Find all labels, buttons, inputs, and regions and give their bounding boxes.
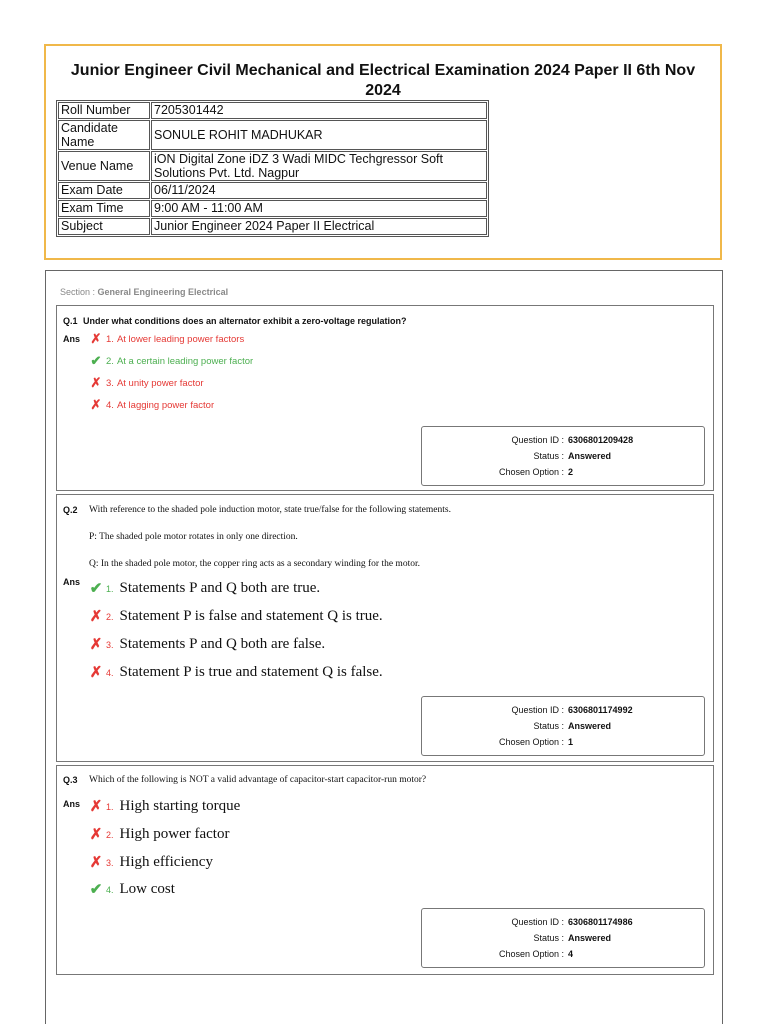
exam-title: Junior Engineer Civil Mechanical and Electrical Examination 2024 Paper II 6th Nov 2024 <box>70 62 696 99</box>
question-id-value: 6306801174986 <box>568 917 633 927</box>
option-2 <box>89 825 229 844</box>
question-info-box <box>421 696 705 756</box>
roll-number-value: 7205301442 <box>151 102 487 119</box>
question-id-label: Question ID : <box>511 917 564 927</box>
candidate-name-label: Candidate Name <box>58 120 150 150</box>
question-id-label: Question ID : <box>511 705 564 715</box>
subject-value: Junior Engineer 2024 Paper II Electrical <box>151 218 487 235</box>
option-4 <box>89 663 383 682</box>
question-id-value: 6306801174992 <box>568 705 633 715</box>
table-row <box>58 151 487 181</box>
question-block-3 <box>56 765 714 975</box>
check-icon: ✔ <box>89 581 103 597</box>
ans-label: Ans <box>63 799 81 809</box>
question-info-box <box>421 908 705 968</box>
option-text: Statements P and Q both are true. <box>119 580 321 596</box>
option-text: High power factor <box>119 826 230 842</box>
option-2 <box>89 607 383 626</box>
section-label <box>60 287 228 297</box>
status-label: Status : <box>533 721 564 731</box>
cross-icon: ✗ <box>89 855 103 871</box>
chosen-option-value: 2 <box>568 467 574 477</box>
option-text: High starting torque <box>119 798 241 814</box>
chosen-option-label: Chosen Option : <box>498 467 564 477</box>
question-id-value: 6306801209428 <box>568 435 634 445</box>
table-row <box>58 200 487 217</box>
exam-time-label: Exam Time <box>58 200 150 217</box>
exam-time-value: 9:00 AM - 11:00 AM <box>151 200 487 217</box>
option-number: 1. <box>106 801 114 812</box>
check-icon: ✔ <box>89 882 103 898</box>
option-number: 4. <box>106 667 114 678</box>
ans-label: Ans <box>63 334 81 344</box>
ans-label: Ans <box>63 577 81 587</box>
table-row <box>58 182 487 199</box>
table-row <box>58 120 487 150</box>
question-number: Q.3 <box>63 775 78 785</box>
option-number: 3. <box>106 639 114 650</box>
chosen-option-label: Chosen Option : <box>498 949 564 959</box>
chosen-option-value: 1 <box>568 737 574 747</box>
option-number: 1. <box>106 333 114 345</box>
option-1 <box>89 797 240 816</box>
option-text: At a certain leading power factor <box>116 355 254 367</box>
cross-icon: ✗ <box>90 331 102 346</box>
option-1 <box>89 579 320 598</box>
option-text: At lagging power factor <box>116 399 215 411</box>
status-label: Status : <box>533 933 564 943</box>
status-value: Answered <box>568 933 612 943</box>
question-info-box <box>421 426 705 486</box>
option-text: Low cost <box>119 881 175 897</box>
cross-icon: ✗ <box>89 827 103 843</box>
option-2 <box>89 353 253 369</box>
venue-name-value: iON Digital Zone iDZ 3 Wadi MIDC Techgressor Soft Solutions Pvt. Ltd. Nagpur <box>151 151 487 181</box>
chosen-option-label: Chosen Option : <box>498 737 564 747</box>
cross-icon: ✗ <box>89 665 103 681</box>
table-row <box>58 218 487 235</box>
option-3 <box>89 853 213 872</box>
option-text: At lower leading power factors <box>116 333 245 345</box>
option-4 <box>89 397 214 413</box>
option-number: 4. <box>106 884 114 895</box>
status-value: Answered <box>568 721 612 731</box>
candidate-info-table <box>56 100 489 237</box>
cross-icon: ✗ <box>89 637 103 653</box>
chosen-option-value: 4 <box>568 949 574 959</box>
option-number: 2. <box>106 611 114 622</box>
subject-label: Subject <box>58 218 150 235</box>
table-row <box>58 102 487 119</box>
option-3 <box>89 635 325 654</box>
question-block-2 <box>56 494 714 762</box>
option-text: Statement P is false and statement Q is true. <box>119 608 383 624</box>
option-text: High efficiency <box>119 854 213 870</box>
roll-number-label: Roll Number <box>58 102 150 119</box>
option-1 <box>89 331 244 347</box>
status-value: Answered <box>568 451 612 461</box>
statement-q: Q: In the shaded pole motor, the copper ring acts as a secondary winding for the motor. <box>89 559 420 569</box>
option-3 <box>89 375 204 391</box>
option-number: 1. <box>106 583 114 594</box>
cross-icon: ✗ <box>89 799 103 815</box>
question-text: With reference to the shaded pole induction motor, state true/false for the following statements. <box>89 505 451 515</box>
option-number: 2. <box>106 829 114 840</box>
option-number: 4. <box>106 399 114 411</box>
candidate-name-value: SONULE ROHIT MADHUKAR <box>151 120 487 150</box>
venue-name-label: Venue Name <box>58 151 150 181</box>
status-label: Status : <box>533 451 564 461</box>
question-block-1 <box>56 305 714 491</box>
question-text: Under what conditions does an alternator exhibit a zero-voltage regulation? <box>83 316 407 326</box>
cross-icon: ✗ <box>90 375 102 390</box>
option-number: 2. <box>106 355 114 367</box>
option-number: 3. <box>106 377 114 389</box>
exam-date-label: Exam Date <box>58 182 150 199</box>
question-number: Q.1 <box>63 316 78 326</box>
question-text: Which of the following is NOT a valid advantage of capacitor-start capacitor-run motor? <box>89 775 427 785</box>
section-prefix: Section : <box>60 287 98 297</box>
option-text: Statements P and Q both are false. <box>119 636 326 652</box>
statement-p: P: The shaded pole motor rotates in only one direction. <box>89 532 298 542</box>
option-text: Statement P is true and statement Q is false. <box>119 664 383 680</box>
cross-icon: ✗ <box>90 397 102 412</box>
cross-icon: ✗ <box>89 609 103 625</box>
exam-date-value: 06/11/2024 <box>151 182 487 199</box>
option-text: At unity power factor <box>116 377 204 389</box>
question-number: Q.2 <box>63 505 78 515</box>
option-number: 3. <box>106 857 114 868</box>
option-4 <box>89 880 175 899</box>
exam-header <box>44 44 722 260</box>
question-paper <box>45 270 723 1024</box>
section-name: General Engineering Electrical <box>97 287 229 297</box>
check-icon: ✔ <box>90 353 102 368</box>
question-id-label: Question ID : <box>511 435 564 445</box>
